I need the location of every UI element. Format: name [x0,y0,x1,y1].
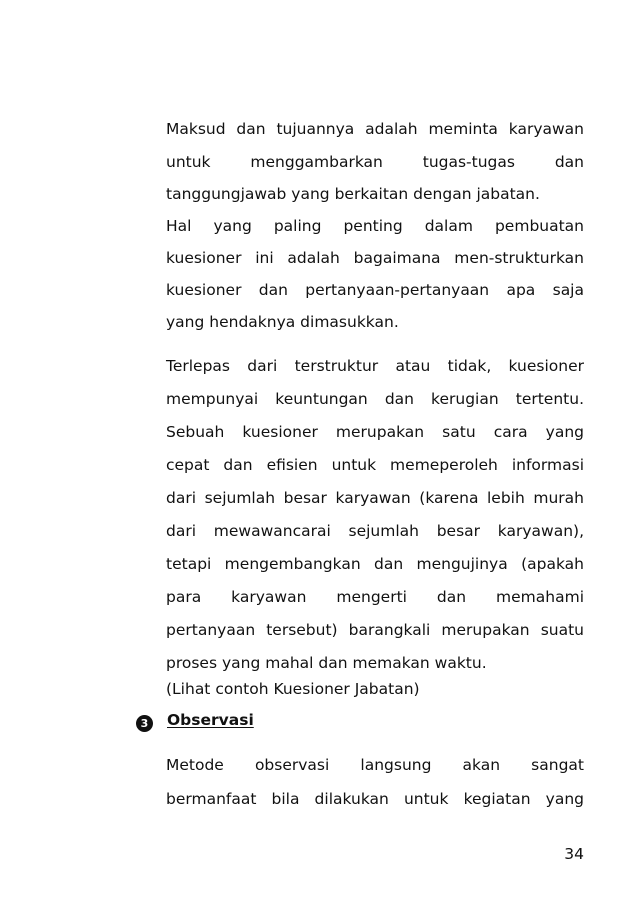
text-line: kuesioner ini adalah bagaimana men-strukturkan [166,249,584,267]
section-heading-text: Observasi [167,711,254,729]
page-number: 34 [564,845,584,863]
numbered-bullet-icon: 3 [136,715,153,732]
text-line: untuk menggambarkan tugas-tugas dan [166,153,584,171]
text-line: Metode observasi langsung akan sangat [166,756,584,774]
text-line: Sebuah kuesioner merupakan satu cara yang [166,423,584,441]
text-line: dari sejumlah besar karyawan (karena lebih murah [166,489,584,507]
text-line: mempunyai keuntungan dan kerugian tertentu. [166,390,584,408]
text-line: Hal yang paling penting dalam pembuatan [166,217,584,235]
text-line: para karyawan mengerti dan memahami [166,588,584,606]
text-line: yang hendaknya dimasukkan. [166,313,399,331]
text-line: tanggungjawab yang berkaitan dengan jabatan. [166,185,540,203]
text-line: pertanyaan tersebut) barangkali merupakan suatu [166,621,584,639]
text-line: bermanfaat bila dilakukan untuk kegiatan yang [166,790,584,808]
text-line: (Lihat contoh Kuesioner Jabatan) [166,680,420,698]
section-heading [136,709,254,731]
text-line: tetapi mengembangkan dan mengujinya (apakah [166,555,584,573]
text-line: kuesioner dan pertanyaan-pertanyaan apa saja [166,281,584,299]
text-line: Maksud dan tujuannya adalah meminta karyawan [166,120,584,138]
text-line: Terlepas dari terstruktur atau tidak, kuesioner [166,357,584,375]
text-line: proses yang mahal dan memakan waktu. [166,654,487,672]
text-line: cepat dan efisien untuk memeperoleh informasi [166,456,584,474]
text-line: dari mewawancarai sejumlah besar karyawan), [166,522,584,540]
